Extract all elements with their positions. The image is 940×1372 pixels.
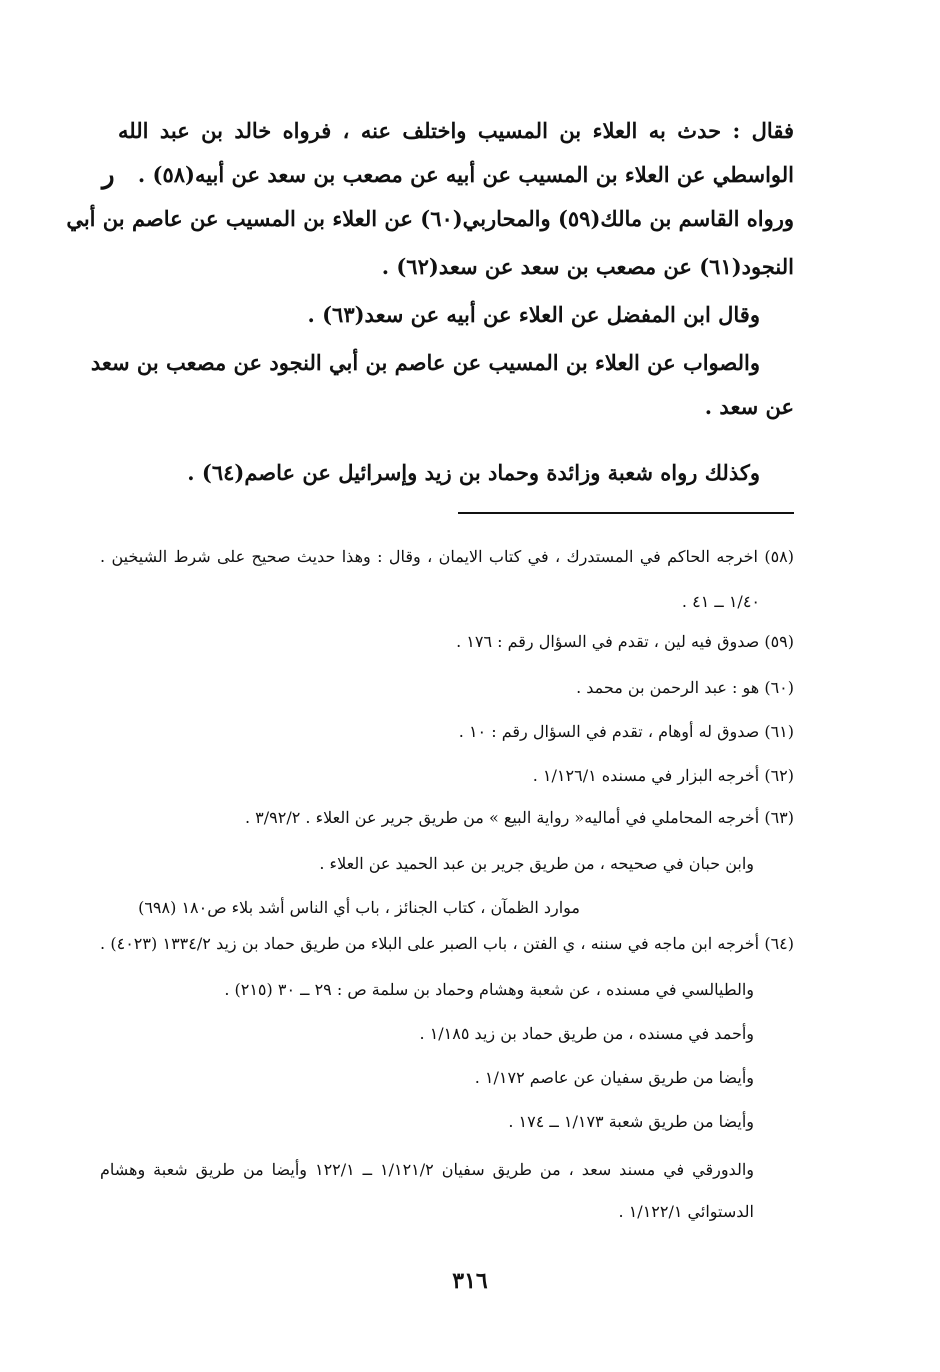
footnote-64-line-7: الدستوائي ١/١٢٢/١ . <box>618 1202 754 1221</box>
footnote-61: (٦١) صدوق له أوهام ، تقدم في السؤال رقم : ١٠ . <box>458 722 794 741</box>
footnote-64-line-2: والطيالسي في مسنده ، عن شعبة وهشام وحماد بن سلمة ص : ٢٩ ــ ٣٠ (٢١٥) . <box>224 980 754 999</box>
main-text-line-2: الواسطي عن العلاء بن المسيب عن أبيه عن مصعب بن سعد عن أبيه(٥٨) . <box>137 162 794 187</box>
footnote-64-line-6: والدورقي في مسند سعد ، من طريق سفيان ١/١٢١/٢ ــ ١٢٢/١ وأيضا من طريق شعبة وهشام <box>100 1160 754 1179</box>
footnote-64-line-5: وأيضا من طريق شعبة ١/١٧٣ ــ ١٧٤ . <box>508 1112 754 1131</box>
main-text-line-1: فقال : حدث به العلاء بن المسيب واختلف عنه ، فرواه خالد بن عبد الله <box>118 118 794 143</box>
footnote-60: (٦٠) هو : عبد الرحمن بن محمد . <box>576 678 794 697</box>
footnote-64-line-4: وأيضا من طريق سفيان عن عاصم ١/١٧٢ . <box>474 1068 754 1087</box>
footnote-64-line-3: وأحمد في مسنده ، من طريق حماد بن زيد ١/١٨٥ . <box>419 1024 754 1043</box>
main-text-line-7: عن سعد . <box>704 394 794 419</box>
footnote-59: (٥٩) صدوق فيه لين ، تقدم في السؤال رقم : ١٧٦ . <box>456 632 794 651</box>
main-text-line-8: وكذلك رواه شعبة وزائدة وحماد بن زيد وإسرائيل عن عاصم(٦٤) . <box>187 460 760 485</box>
main-text-line-5: وقال ابن المفضل عن العلاء عن أبيه عن سعد(٦٣) . <box>307 302 760 327</box>
footnote-63-line-3: موارد الظمآن ، كتاب الجنائز ، باب أي الناس أشد بلاء ص١٨٠ (٦٩٨) <box>138 898 580 917</box>
footnote-58-line-1: (٥٨) اخرجه الحاكم في المستدرك ، في كتاب الايمان ، وقال : وهذا حديث صحيح على شرط الشيخين . <box>100 547 794 566</box>
footnote-63-line-2: وابن حبان في صحيحه ، من طريق جرير بن عبد الحميد عن العلاء . <box>319 854 754 873</box>
margin-mark: ر <box>102 160 115 190</box>
footnote-62: (٦٢) أخرجه البزار في مسنده ١/١٢٦/١ . <box>532 766 794 785</box>
footnote-63-line-1: (٦٣) أخرجه المحاملي في أماليه« رواية البيع » من طريق جرير عن العلاء . ٣/٩٢/٢ . <box>244 808 794 827</box>
main-text-line-3: ورواه القاسم بن مالك(٥٩) والمحاربي(٦٠) عن العلاء بن المسيب عن عاصم بن أبي <box>66 206 794 231</box>
main-text-line-6: والصواب عن العلاء بن المسيب عن عاصم بن أبي النجود عن مصعب بن سعد <box>90 350 760 375</box>
main-text-line-4: النجود(٦١) عن مصعب بن سعد عن سعد(٦٢) . <box>381 254 794 279</box>
page-number: ٣١٦ <box>452 1268 488 1294</box>
footnote-58-line-2: ١/٤٠ ــ ٤١ . <box>681 592 760 611</box>
footnote-64-line-1: (٦٤) أخرجه ابن ماجه في سننه ، ي الفتن ، باب الصبر على البلاء من طريق حماد بن زيد ١٣٣٤/٢ (٤٠٢٣) . <box>100 934 795 953</box>
footnote-separator <box>458 512 794 514</box>
